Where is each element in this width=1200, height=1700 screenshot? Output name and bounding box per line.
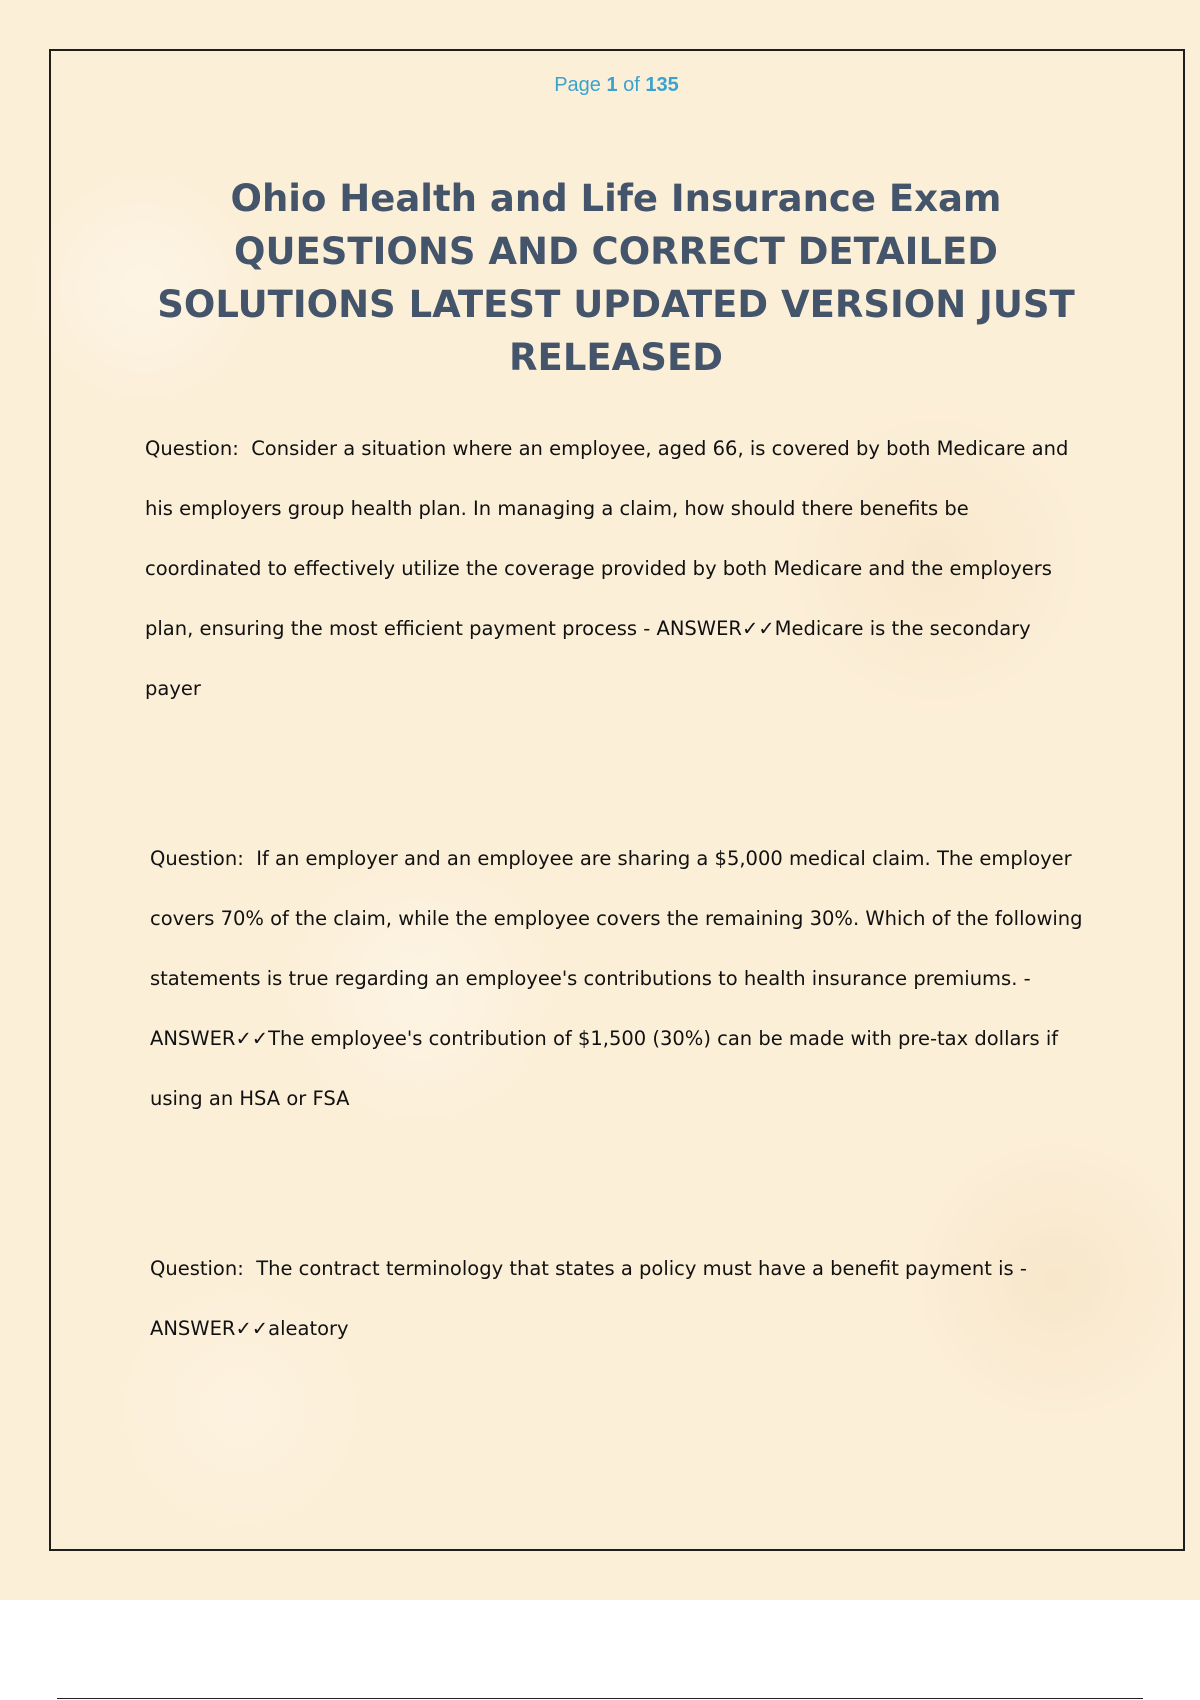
question-text: The contract terminology that states a policy must have a benefit payment is - ANSWER✓✓aleatory <box>150 1257 1027 1340</box>
question-text: If an employer and an employee are sharing a $5,000 medical claim. The employer covers 70% of the claim, while the employee covers the remaining 30%. Which of the following statements is true regarding an employee's contributions to health insurance premiums. - ANSWER✓✓The employee's contribution of $1,500 (30%) can be made with pre-tax dollars if using an HSA or FSA <box>150 847 1083 1110</box>
question-text: Consider a situation where an employee, aged 66, is covered by both Medicare and his employers group health plan. In managing a claim, how should there benefits be coordinated to effectively utilize the coverage provided by both Medicare and the employers plan, ensuring the most efficient payment process - ANSWER✓✓Medicare is the secondary payer <box>145 437 1069 700</box>
page-indicator-prefix: Page <box>554 74 607 96</box>
page-indicator-separator: of <box>617 74 646 96</box>
question-label: Question: <box>150 1257 257 1280</box>
question-answer-3 <box>150 1239 1090 1359</box>
question-answer-1 <box>145 419 1085 719</box>
footer-divider <box>57 1698 1143 1699</box>
total-page-count: 135 <box>645 74 679 96</box>
page-indicator <box>0 74 1200 97</box>
question-label: Question: <box>145 437 252 460</box>
question-label: Question: <box>150 847 257 870</box>
question-answer-2 <box>150 829 1090 1129</box>
document-title: Ohio Health and Life Insurance Exam QUESTIONS AND CORRECT DETAILED SOLUTIONS LATEST UPDATED VERSION JUST RELEASED <box>157 177 1075 379</box>
current-page-number: 1 <box>606 74 618 96</box>
